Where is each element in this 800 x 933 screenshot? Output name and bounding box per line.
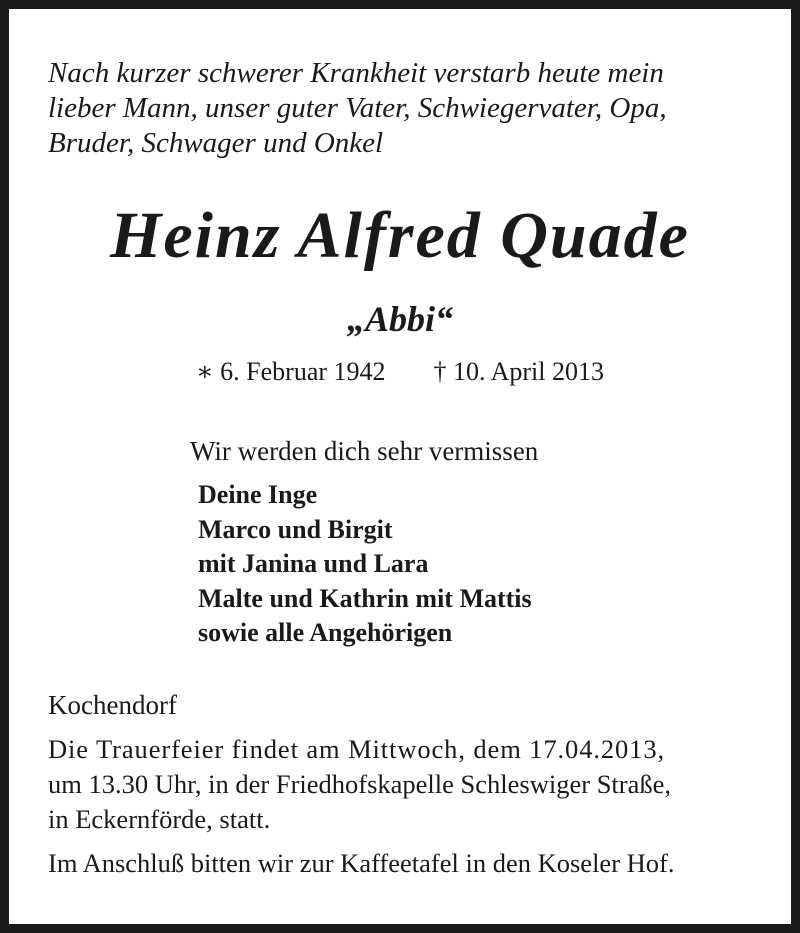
intro-line: Nach kurzer schwerer Krankheit verstarb heute mein: [48, 57, 664, 89]
mourner: sowie alle Angehörigen: [198, 618, 453, 647]
mourner: Malte und Kathrin mit Mattis: [198, 583, 532, 613]
reception-note: Im Anschluß bitten wir zur Kaffeetafel in den Koseler Hof.: [48, 848, 675, 878]
mourner: Deine Inge: [198, 480, 318, 509]
birth-date: ∗ 6. Februar 1942: [196, 357, 386, 386]
intro-line: Bruder, Schwager und Onkel: [48, 127, 384, 159]
ceremony-details: [48, 732, 760, 837]
farewell-line: Wir werden dich sehr vermissen: [190, 436, 539, 466]
life-dates: [0, 354, 800, 390]
place-name: Kochendorf: [48, 690, 177, 720]
mourner: mit Janina und Lara: [198, 549, 429, 578]
mourners-list: [198, 478, 532, 651]
mourner: Marco und Birgit: [198, 514, 393, 544]
nickname: „Abbi“: [346, 299, 453, 339]
ceremony-line: um 13.30 Uhr, in der Friedhofskapelle Schleswiger Straße,: [48, 769, 672, 799]
intro-line: lieber Mann, unser guter Vater, Schwiegervater, Opa,: [48, 92, 667, 124]
ceremony-line: Die Trauerfeier findet am Mittwoch, dem 17.04.2013,: [48, 734, 666, 764]
ceremony-line: in Eckernförde, statt.: [48, 804, 271, 834]
intro-text: [48, 56, 760, 161]
deceased-name: Heinz Alfred Quade: [110, 199, 690, 272]
death-date: † 10. April 2013: [433, 357, 604, 386]
